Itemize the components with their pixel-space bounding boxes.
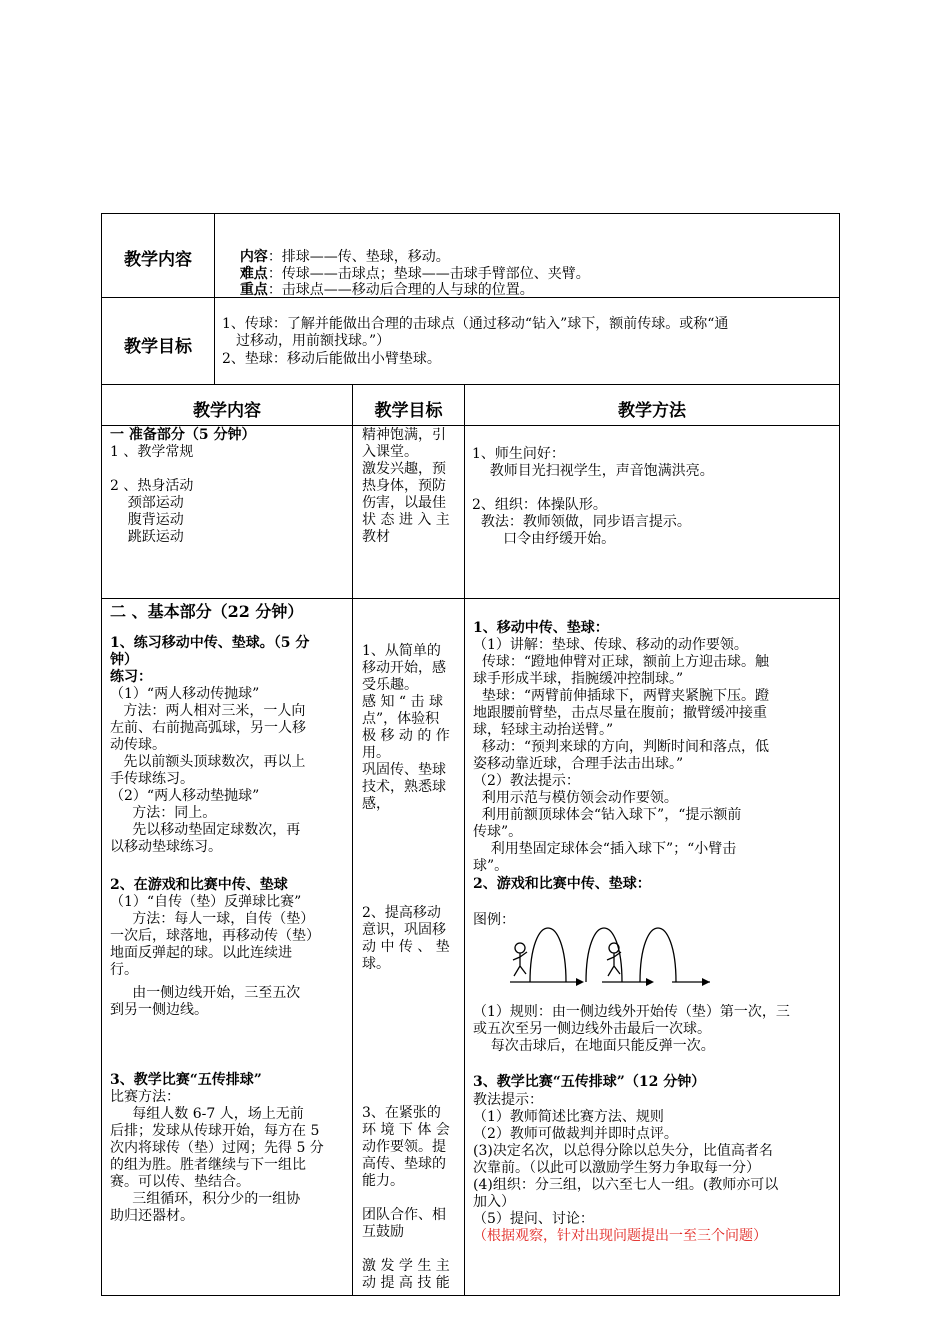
method3-body bbox=[473, 1092, 778, 1245]
method3-line: (3)决定名次，以总得分除以总失分，比值高者名 bbox=[473, 1143, 773, 1159]
basic-title: 二 、基本部分（22 分钟） bbox=[110, 602, 304, 621]
goal-line: 能力。 bbox=[362, 1173, 404, 1189]
section3-title: 3、教学比赛“五传排球” bbox=[110, 1072, 262, 1088]
prep-goal-line: 教材 bbox=[362, 529, 390, 545]
goal-line: 1、从简单的 bbox=[362, 643, 441, 659]
method3-red-note: （根据观察，针对出现问题提出一至三个问题） bbox=[473, 1228, 767, 1244]
method1-line: （2）教法提示： bbox=[473, 773, 580, 789]
section1-line: 手传球练习。 bbox=[110, 771, 194, 787]
prep-goal-line: 热身体，预防 bbox=[362, 478, 446, 494]
difficulty-label: 难点 bbox=[239, 266, 268, 282]
goal-line: 激 发 学 生 主 bbox=[362, 1258, 450, 1274]
method1-body bbox=[473, 637, 769, 875]
method1-line: 地跟腰前臂垫，击点尽量在腹前；撤臂缓冲接重 bbox=[473, 705, 767, 721]
goal-group-1 bbox=[362, 643, 450, 813]
section1-line: 以移动垫球练习。 bbox=[110, 839, 222, 855]
section2-line: 一次后，球落地，再移动传（垫） bbox=[110, 928, 320, 944]
section2-line: 方法：每人一球，自传（垫） bbox=[110, 911, 315, 927]
content-label: 内容 bbox=[239, 249, 268, 265]
section3-line: 后排；发球从传球开始，每方在 5 bbox=[110, 1123, 320, 1139]
prep-method-line: 口令由纾缓开始。 bbox=[472, 531, 616, 547]
section1-line: 练习： bbox=[110, 669, 152, 685]
ball-path-arc-3 bbox=[640, 928, 676, 982]
goal-line: 巩固传、垫球 bbox=[362, 762, 446, 778]
method1-line: 传球：“蹬地伸臂对正球，额前上方迎击球。触 bbox=[473, 654, 770, 670]
prep-goal-line: 激发兴趣，预 bbox=[362, 461, 446, 477]
section2-line: （1）“自传（垫）反弹球比赛” bbox=[110, 894, 302, 910]
section3-line: 每组人数 6-7 人，场上无前 bbox=[110, 1106, 304, 1122]
section1-title-1: 1、练习移动中传、垫球。（5 分 bbox=[110, 635, 310, 651]
goal-line: 高传、垫球的 bbox=[362, 1156, 446, 1172]
section1-body bbox=[110, 669, 306, 856]
prep-item bbox=[110, 461, 256, 478]
goal-line: 意识，巩固移 bbox=[362, 922, 446, 938]
goal-line bbox=[362, 1190, 450, 1207]
section1-line: 方法：同上。 bbox=[110, 805, 217, 821]
bounce-diagram bbox=[500, 900, 710, 990]
method2-line: 每次击球后，在地面只能反弹一次。 bbox=[473, 1038, 715, 1054]
goal-line: 团队合作、相 bbox=[362, 1207, 446, 1223]
goal-line: 受乐趣。 bbox=[362, 677, 418, 693]
section3-line: 的组为胜。胜者继续与下一组比 bbox=[110, 1157, 306, 1173]
prep-method-line: 2、组织：体操队形。 bbox=[472, 497, 607, 513]
section3-line: 助归还器材。 bbox=[110, 1208, 194, 1224]
header-method: 教学方法 bbox=[618, 401, 686, 421]
method3-line: （2）教师可做裁判并即时点评。 bbox=[473, 1126, 678, 1142]
key-point-line bbox=[222, 265, 534, 316]
header-content: 教学内容 bbox=[193, 401, 261, 421]
method2-line: （1）规则：由一侧边线外开始传（垫）第一次，三 bbox=[473, 1004, 790, 1020]
row-label-teaching-goal: 教学目标 bbox=[124, 337, 192, 357]
goal-line: 3、在紧张的 bbox=[362, 1105, 441, 1121]
prep-item: 腹背运动 bbox=[110, 512, 184, 528]
goal-line: 环 境 下 体 会 bbox=[362, 1122, 450, 1138]
goal-line-3: 2、垫球：移动后能做出小臂垫球。 bbox=[222, 351, 441, 367]
section3-body bbox=[110, 1089, 324, 1225]
section1-line: 左前、右前抛高弧球，另一人移 bbox=[110, 720, 306, 736]
section1-line: 动传球。 bbox=[110, 737, 166, 753]
method3-line: 次靠前。（以此可以激励学生努力争取每一分） bbox=[473, 1160, 760, 1176]
content-text: ：排球——传、垫球，移动。 bbox=[267, 249, 450, 265]
goal-line: 互鼓励 bbox=[362, 1224, 404, 1240]
key-point-label: 重点 bbox=[239, 282, 268, 298]
section2-title: 2、在游戏和比赛中传、垫球 bbox=[110, 877, 288, 893]
prep-content bbox=[110, 427, 256, 546]
section2-line: 由一侧边线开始，三至五次 bbox=[110, 985, 301, 1001]
method2-body bbox=[473, 1004, 790, 1055]
method3-line: （1）教师简述比赛方法、规则 bbox=[473, 1109, 664, 1125]
goal-line: 感， bbox=[362, 796, 390, 812]
method3-line: 加入） bbox=[473, 1194, 515, 1210]
method1-title: 1、移动中传、垫球： bbox=[473, 620, 609, 636]
section1-line: （1）“两人移动传抛球” bbox=[110, 686, 260, 702]
goal-line: 用。 bbox=[362, 745, 390, 761]
method1-line: 球，轻球主动抬送臂。” bbox=[473, 722, 614, 738]
diagram-label: 图例： bbox=[473, 912, 515, 928]
goal-line: 感 知 “ 击 球 bbox=[362, 694, 443, 710]
row-label-teaching-content: 教学内容 bbox=[124, 250, 192, 270]
section1-line: （2）“两人移动垫抛球” bbox=[110, 788, 260, 804]
section2-line: 地面反弹起的球。以此连续进 bbox=[110, 945, 292, 961]
goal-line: 2、提高移动 bbox=[362, 905, 441, 921]
section1-title-2: 钟） bbox=[110, 652, 138, 668]
goal-group-2 bbox=[362, 905, 450, 973]
section1-line: 方法：两人相对三米，一人向 bbox=[110, 703, 306, 719]
ball-path-arc-1 bbox=[530, 928, 566, 982]
prep-goal bbox=[362, 427, 450, 546]
goal-line: 点”，体验积 bbox=[362, 711, 440, 727]
section3-line: 赛。可以传、垫结合。 bbox=[110, 1174, 250, 1190]
player-2-head bbox=[609, 943, 619, 953]
section2-line: 行。 bbox=[110, 962, 138, 978]
arrow-head-3-icon bbox=[702, 978, 710, 986]
prep-title: 一 准备部分（5 分钟） bbox=[110, 427, 256, 443]
section3-line: 三组循环，积分少的一组协 bbox=[110, 1191, 301, 1207]
goal-line: 技术，熟悉球 bbox=[362, 779, 446, 795]
prep-method-line: 教师目光扫视学生，声音饱满洪亮。 bbox=[472, 463, 714, 479]
section1-line: 先以前额头顶球数次，再以上 bbox=[110, 754, 306, 770]
player-2-body bbox=[607, 952, 621, 976]
prep-method-line: 1、师生问好： bbox=[472, 446, 565, 462]
method1-line: 移动：“预判来球的方向，判断时间和落点，低 bbox=[473, 739, 770, 755]
prep-method bbox=[472, 446, 714, 548]
prep-goal-line: 状 态 进 入 主 bbox=[362, 512, 450, 528]
prep-goal-line: 入课堂。 bbox=[362, 444, 418, 460]
method3-title: 3、教学比赛“五传排球”（12 分钟） bbox=[473, 1074, 706, 1090]
prep-method-line: 教法：教师领做，同步语言提示。 bbox=[472, 514, 691, 530]
prep-item: 2 、热身活动 bbox=[110, 478, 194, 494]
goal-line-2: 过移动，用前额找球。”） bbox=[236, 333, 391, 349]
goal-line: 球。 bbox=[362, 956, 390, 972]
section3-line: 次内将球传（垫）过网；先得 5 分 bbox=[110, 1140, 324, 1156]
key-point-text: ：击球点——移动后合理的人与球的位置。 bbox=[267, 282, 534, 298]
section3-line: 比赛方法： bbox=[110, 1089, 180, 1105]
section2-line: 到另一侧边线。 bbox=[110, 1002, 208, 1018]
method1-line: 垫球：“两臂前伸插球下，两臂夹紧腕下压。蹬 bbox=[473, 688, 770, 704]
method1-line: 利用垫固定球体会“插入球下”；“小臂击 bbox=[473, 841, 737, 857]
goal-line: 动 提 高 技 能 bbox=[362, 1275, 450, 1291]
method2-title: 2、游戏和比赛中传、垫球： bbox=[473, 876, 651, 892]
method1-line: 球”。 bbox=[473, 858, 509, 874]
method1-line: 利用示范与模仿领会动作要领。 bbox=[473, 790, 678, 806]
method3-line: (4)组织：分三组，以六至七人一组。(教师亦可以 bbox=[473, 1177, 779, 1193]
goal-line: 动 中 传 、 垫 bbox=[362, 939, 450, 955]
goal-line: 移动开始，感 bbox=[362, 660, 446, 676]
prep-goal-line: 伤害，以最佳 bbox=[362, 495, 446, 511]
goal-line: 动作要领。提 bbox=[362, 1139, 446, 1155]
prep-item: 1 、教学常规 bbox=[110, 444, 194, 460]
prep-item: 跳跃运动 bbox=[110, 529, 184, 545]
prep-goal-line: 精神饱满，引 bbox=[362, 427, 446, 443]
method1-line: 姿移动靠近球，合理手法击出球。” bbox=[473, 756, 684, 772]
goal-line-1: 1、传球：了解并能做出合理的击球点（通过移动“钻入”球下，额前传球。或称“通 bbox=[222, 316, 729, 332]
goal-line: 极 移 动 的 作 bbox=[362, 728, 450, 744]
goal-group-3 bbox=[362, 1105, 450, 1292]
player-1-head bbox=[515, 943, 525, 953]
header-goal: 教学目标 bbox=[374, 401, 443, 421]
method1-line: 传球”。 bbox=[473, 824, 523, 840]
prep-item: 颈部运动 bbox=[110, 495, 184, 511]
arrow-head-1-icon bbox=[576, 978, 584, 986]
method3-line: 教法提示： bbox=[473, 1092, 543, 1108]
player-1-body bbox=[513, 952, 527, 976]
difficulty-text: ：传球——击球点；垫球——击球手臂部位、夹臂。 bbox=[267, 266, 590, 282]
method2-line: 或五次至另一侧边线外击最后一次球。 bbox=[473, 1021, 711, 1037]
method1-line: （1）讲解：垫球、传球、移动的动作要领。 bbox=[473, 637, 748, 653]
section1-line: 先以移动垫固定球数次，再 bbox=[110, 822, 301, 838]
method1-line: 利用前额顶球体会“钻入球下”，“提示额前 bbox=[473, 807, 742, 823]
goal-line bbox=[362, 1241, 450, 1258]
method3-line: （5）提问、讨论： bbox=[473, 1211, 594, 1227]
prep-method-line bbox=[472, 480, 714, 497]
section2-body bbox=[110, 894, 320, 1019]
arrow-head-2-icon bbox=[646, 978, 654, 986]
method1-line: 球手形成半球，指腕缓冲控制球。” bbox=[473, 671, 684, 687]
